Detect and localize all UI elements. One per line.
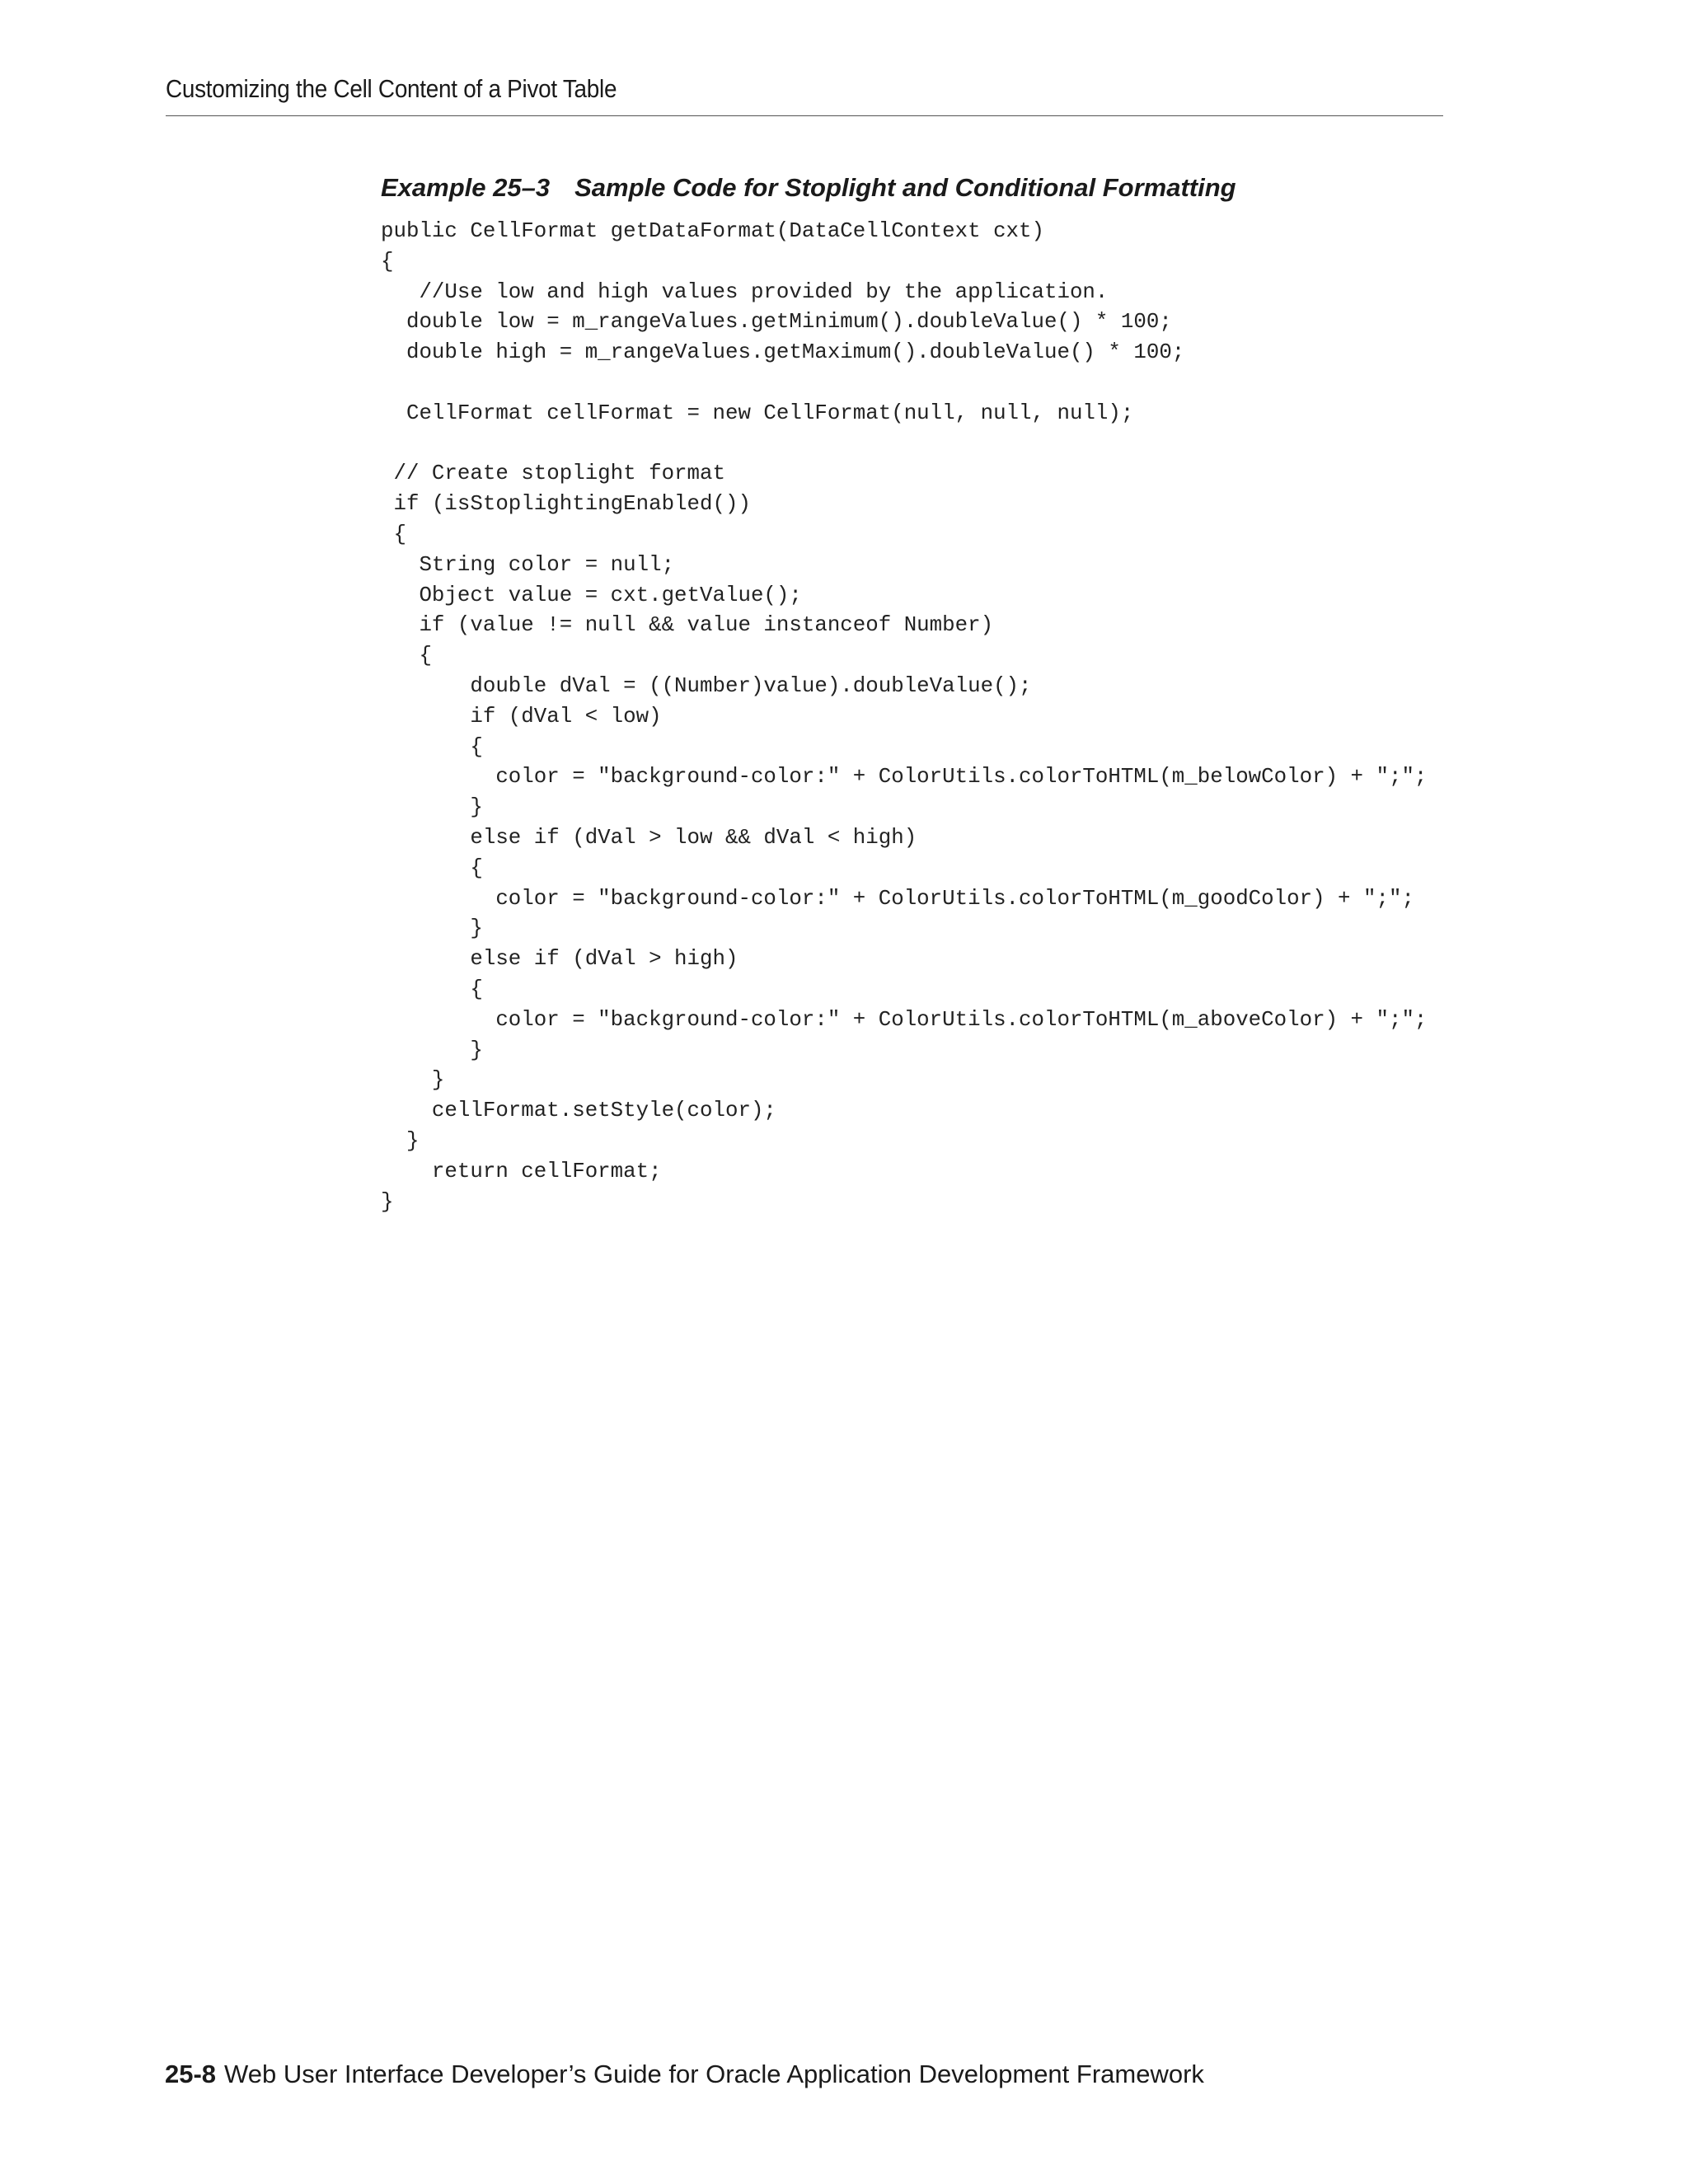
code-line (381, 368, 1427, 399)
header-divider (166, 115, 1443, 116)
code-line: if (dVal < low) (381, 704, 662, 729)
code-line: } (381, 1128, 420, 1153)
code-line: cellFormat.setStyle(color); (381, 1099, 776, 1123)
code-line: } (381, 1068, 445, 1093)
code-line: color = "background-color:" + ColorUtils.colorToHTML(m_aboveColor) + ";"; (381, 1007, 1428, 1032)
code-line: double dVal = ((Number)value).doubleValue(); (381, 673, 1032, 698)
code-line: { (381, 734, 483, 759)
code-line: else if (dVal > high) (381, 947, 738, 972)
code-line: } (381, 916, 483, 941)
code-line: color = "background-color:" + ColorUtils.colorToHTML(m_goodColor) + ";"; (381, 886, 1414, 911)
example-caption (381, 173, 1236, 203)
page-number: 25-8 (165, 2060, 217, 2088)
code-line: color = "background-color:" + ColorUtils.colorToHTML(m_belowColor) + ";"; (381, 765, 1428, 790)
code-line: if (value != null && value instanceof Number) (381, 613, 994, 638)
code-sample (381, 217, 1427, 1217)
code-line: String color = null; (381, 552, 675, 577)
code-line: { (381, 249, 394, 274)
example-title: Sample Code for Stoplight and Conditional Formatting (574, 173, 1236, 202)
code-line: { (381, 855, 483, 880)
code-line: } (381, 1189, 394, 1214)
code-line: double low = m_rangeValues.getMinimum().doubleValue() * 100; (381, 310, 1172, 335)
code-line: Object value = cxt.getValue(); (381, 583, 802, 607)
code-line: { (381, 644, 432, 668)
code-line: // Create stoplight format (381, 462, 725, 486)
book-title: Web User Interface Developer’s Guide for Oracle Application Development Framework (224, 2060, 1204, 2088)
code-line: } (381, 795, 483, 820)
code-line: { (381, 977, 483, 1001)
code-line: { (381, 522, 406, 546)
code-line: //Use low and high values provided by the application. (381, 279, 1109, 304)
code-line: public CellFormat getDataFormat(DataCellContext cxt) (381, 219, 1044, 243)
code-line: else if (dVal > low && dVal < high) (381, 825, 917, 850)
code-line: CellFormat cellFormat = new CellFormat(null, null, null); (381, 401, 1134, 425)
page-footer (165, 2060, 1204, 2089)
code-line: if (isStoplightingEnabled()) (381, 492, 751, 517)
running-header-title: Customizing the Cell Content of a Pivot Table (166, 74, 617, 103)
code-line: } (381, 1038, 483, 1062)
code-line: double high = m_rangeValues.getMaximum().doubleValue() * 100; (381, 340, 1185, 365)
example-number: Example 25–3 (381, 173, 551, 202)
code-line: return cellFormat; (381, 1159, 662, 1183)
code-line (381, 429, 1427, 460)
